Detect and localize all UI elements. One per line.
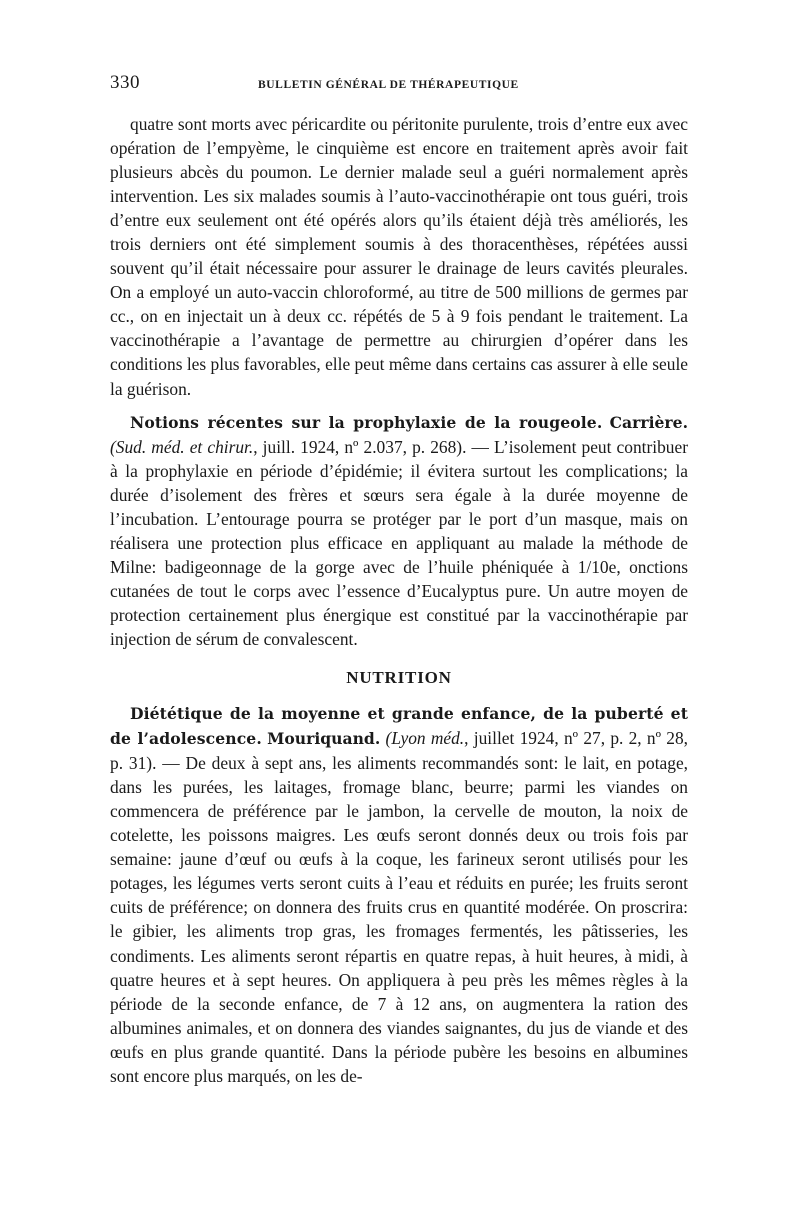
article-entry-measles — [110, 410, 688, 651]
article-title: Diététique de la moyenne et grande enfance, de la puberté et de l’adolescence. — [110, 704, 688, 749]
page-number: 330 — [110, 72, 140, 93]
article-text: — L’isolement peut contribuer à la prophylaxie en période d’épidémie; il évitera surtout les complications; la durée d’isolement des frères et sœurs sera égale à la durée moyenne de l’incubation. L’entourage pourra se protéger par le port d’un masque, mais on réalisera une protection plus efficace en appliquant au malade la méthode de Milne: badigeonnage de la gorge avec de l’huile phéniquée à 1/10e, onctions cutanées de tout le corps avec l’essence d’Eucalyptus pure. Un autre moyen de protection certainement plus énergique est constitué par la vaccinothérapie par injection de sérum de convalescent. — [110, 436, 689, 649]
citation-journal: (Lyon méd. — [385, 728, 465, 749]
body-text — [110, 112, 688, 1088]
citation-journal: (Sud. méd. et chirur. — [110, 436, 254, 457]
section-heading: NUTRITION — [346, 668, 452, 688]
citation-details: , juillet 1924, nº 27, p. 2, nº 28, p. 31). — [110, 728, 688, 774]
article-title: Notions récentes sur la prophylaxie de la rougeole. — [130, 412, 603, 432]
journal-title: BULLETIN GÉNÉRAL DE THÉRAPEUTIQUE — [258, 79, 519, 91]
article-entry-nutrition — [110, 701, 688, 1088]
paragraph-text: quatre sont morts avec péricardite ou péritonite purulente, trois d’entre eux avec opération de l’empyème, le cinquième est encore en traitement après avoir fait plusieurs abcès du poumon. Le dernier malade seul a guéri normalement après intervention. Les six malades soumis à l’auto-vaccinothérapie ont tous guéri, trois d’entre eux seulement ont été opérés alors qu’ils étaient déjà très améliorés, les trois derniers ont été simplement soumis à des thoracenthèses, répétées aussi souvent qu’il était nécessaire pour assurer le drainage de leurs cavités pleurales. On a employé un auto-vaccin chloroformé, au titre de 500 millions de germes par cc., on en injectait un à deux cc. répétés de 5 à 9 fois pendant le traitement. La vaccinothérapie a l’avantage de permettre au chirurgien d’opérer dans les conditions les plus favorables, elle peut même dans certains cas assurer à elle seule la guérison. — [110, 114, 688, 399]
article-text: — De deux à sept ans, les aliments recommandés sont: le lait, en potage, dans les purées, les laitages, fromage blanc, beurre; parmi les viandes on commencera de préférence par le jambon, la cervelle de mouton, la noix de cotelette, les poissons maigres. Les œufs seront donnés deux ou trois fois par semaine: jaune d’œuf ou œufs à la coque, les farineux seront utilisés pour les potages, les légumes verts seront cuits à l’eau et réduits en purée; les fruits seront cuits de préférence; on donnera des fruits crus en quantité modérée. On proscrira: le gibier, les aliments trop gras, les fromages fermentés, les pâtisseries, les condiments. Les aliments seront répartis en quatre repas, à huit heures, à midi, à quatre heures et à sept heures. On appliquera à peu près les mêmes règles à la période de la seconde enfance, de 7 à 12 ans, on augmentera la ration des albumines animales, et on donnera des viandes saignantes, du jus de viande et des œufs en plus grande quantité. Dans la période pubère les besoins en albumines sont encore plus marqués, on les de- — [110, 753, 689, 1086]
running-head — [110, 72, 688, 96]
article-author: Carrière. — [609, 412, 688, 432]
paragraph-continuation — [110, 112, 688, 401]
paragraph-gap — [110, 401, 688, 410]
citation-details: , juill. 1924, nº 2.037, p. 268). — [253, 436, 467, 457]
article-author: Mouriquand. — [267, 729, 381, 749]
